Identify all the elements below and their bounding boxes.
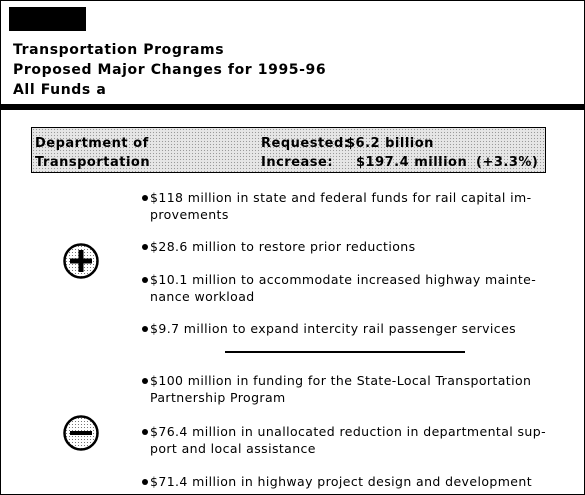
plus-circle-icon	[62, 242, 100, 280]
list-item	[140, 271, 550, 305]
bullet-dot	[142, 429, 148, 435]
list-item	[140, 238, 550, 255]
requested-label: Requested:	[261, 136, 350, 151]
summary-box	[31, 127, 546, 173]
page-title	[13, 40, 326, 100]
bullet-dot	[142, 479, 148, 485]
list-item	[140, 189, 550, 223]
increase-label: Increase:	[261, 155, 334, 170]
bullet-dot	[142, 378, 148, 384]
increase-value: $197.4 million	[356, 155, 468, 170]
department-label-line-1: Department of	[35, 136, 149, 151]
requested-value: $6.2 billion	[346, 136, 434, 151]
section-divider	[225, 351, 465, 353]
decrease-item-1: $100 million in funding for the State-Local Transportation Partnership Program	[150, 373, 532, 405]
minus-circle-icon	[62, 414, 100, 452]
bullet-dot	[142, 277, 148, 283]
increase-item-3: $10.1 million to accommodate increased highway mainte-nance workload	[150, 272, 537, 304]
list-item	[140, 473, 550, 490]
decrease-item-2: $76.4 million in unallocated reduction in departmental sup-port and local assistance	[150, 424, 546, 456]
increase-item-4: $9.7 million to expand intercity rail passenger services	[150, 321, 517, 336]
list-item	[140, 320, 550, 337]
bullet-dot	[142, 326, 148, 332]
title-line-3: All Funds a	[13, 82, 107, 98]
increase-item-2: $28.6 million to restore prior reductions	[150, 239, 416, 254]
list-item	[140, 372, 550, 406]
title-divider	[0, 104, 585, 110]
header-tab	[9, 7, 86, 31]
title-line-2: Proposed Major Changes for 1995-96	[13, 62, 327, 78]
title-line-1: Transportation Programs	[13, 42, 225, 58]
list-item	[140, 423, 550, 457]
bullet-dot	[142, 244, 148, 250]
increase-percent: (+3.3%)	[476, 155, 539, 170]
bullet-dot	[142, 195, 148, 201]
department-label-line-2: Transportation	[35, 155, 151, 170]
increase-item-1: $118 million in state and federal funds for rail capital im-provements	[150, 190, 532, 222]
decrease-item-3: $71.4 million in highway project design and development	[150, 474, 532, 489]
